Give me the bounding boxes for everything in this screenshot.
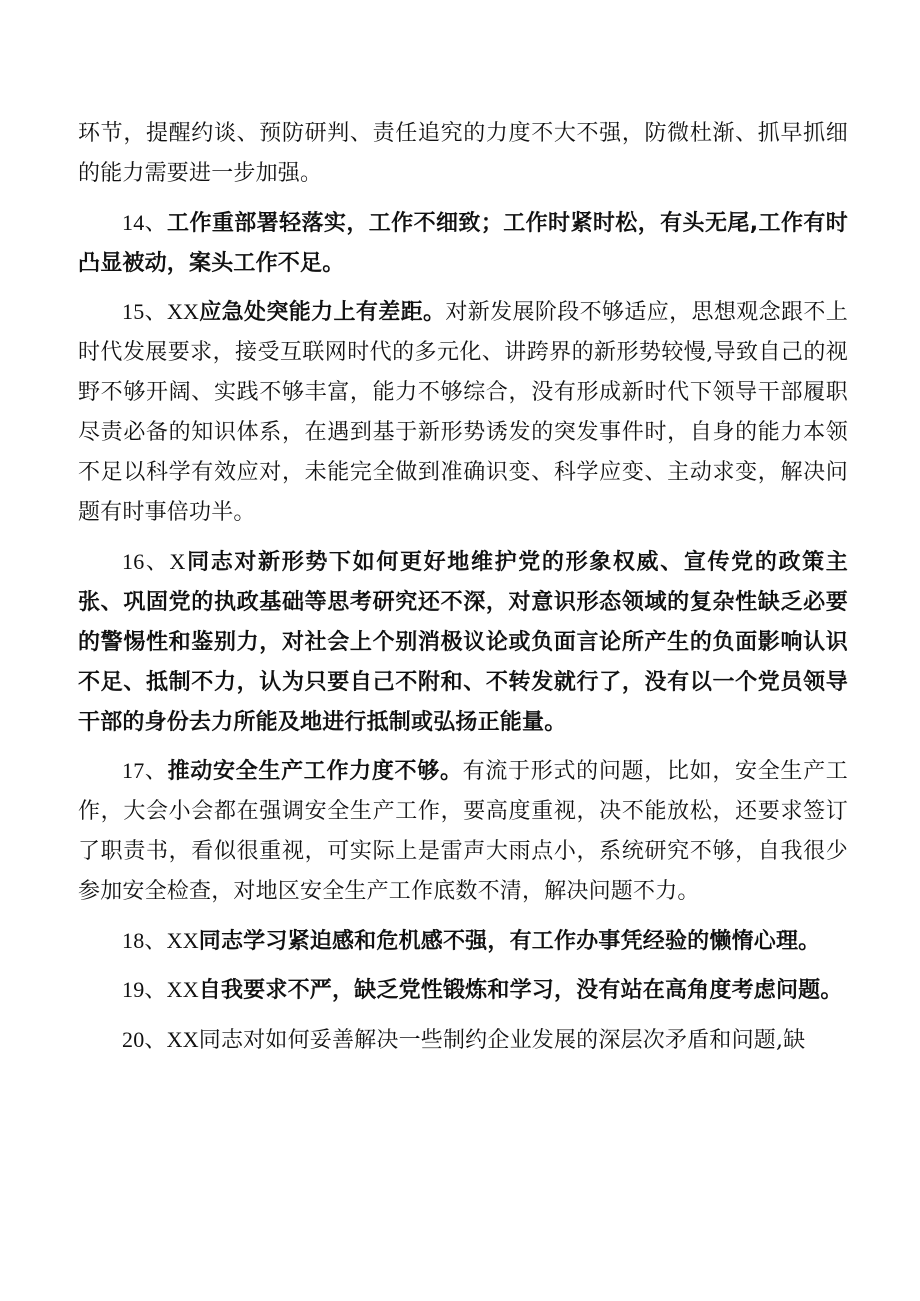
paragraph-text: 同志对新形势下如何更好地维护党的形象权威、宣传党的政策主张、巩固党的执政基础等思考研究还不深，对意识形态领域的复杂性缺乏必要的警惕性和鉴别力，对社会上个别消极议论或负面言论所产生的负面影响认识不足、抵制不力，认为只要自己不附和、不转发就行了，没有以一个党员领导干部的身份去力所能及地进行抵制或弘扬正能量。 bbox=[78, 549, 848, 735]
paragraph-18 bbox=[78, 921, 848, 962]
paragraph-text: 环节，提醒约谈、预防研判、责任追究的力度不大不强，防微杜渐、抓早抓细的能力需要进一步加强。 bbox=[78, 121, 848, 186]
paragraph-continued bbox=[78, 114, 848, 194]
paragraph-15 bbox=[78, 292, 848, 533]
paragraph-20 bbox=[78, 1020, 848, 1061]
item-number: 16、X bbox=[122, 548, 186, 574]
paragraph-text: 工作重部署轻落实，工作不细致；工作时紧时松，有头无尾,工作有时凸显被动，案头工作不足。 bbox=[78, 210, 848, 276]
paragraph-text: 自我要求不严，缺乏党性锻炼和学习，没有站在高角度考虑问题。 bbox=[198, 978, 843, 1003]
paragraph-text: 有流于形式的问题，比如，安全生产工作，大会小会都在强调安全生产工作，要高度重视，决不能放松，还要求签订了职责书，看似很重视，可实际上是雷声大雨点小，系统研究不够，自我很少参加安全检查，对地区安全生产工作底数不清，解决问题不力。 bbox=[78, 759, 848, 904]
paragraph-lead: 应急处突能力上有差距。 bbox=[199, 300, 446, 325]
document-body bbox=[78, 114, 848, 1069]
paragraph-text: 对新发展阶段不够适应，思想观念跟不上时代发展要求，接受互联网时代的多元化、讲跨界的新形势较慢,导致自己的视野不够开阔、实践不够丰富，能力不够综合，没有形成新时代下领导干部履职尽责必备的知识体系，在遇到基于新形势诱发的突发事件时，自身的能力本领不足以科学有效应对，未能完全做到准确识变、科学应变、主动求变，解决问题有时事倍功半。 bbox=[78, 300, 848, 525]
paragraph-17 bbox=[78, 751, 848, 912]
item-number: 18、XX bbox=[122, 927, 199, 953]
item-number: 17、 bbox=[122, 758, 168, 783]
paragraph-text: 同志对如何妥善解决一些制约企业发展的深层次矛盾和问题,缺 bbox=[198, 1027, 806, 1053]
paragraph-lead: 推动安全生产工作力度不够。 bbox=[167, 759, 463, 784]
paragraph-19 bbox=[78, 970, 848, 1011]
item-number: 19、XX bbox=[122, 977, 199, 1002]
paragraph-text: 同志学习紧迫感和危机感不强，有工作办事凭经验的懒惰心理。 bbox=[198, 928, 821, 954]
item-number: 14、 bbox=[122, 209, 168, 235]
item-number: 20、XX bbox=[122, 1026, 199, 1052]
paragraph-14 bbox=[78, 203, 848, 284]
item-number: 15、XX bbox=[122, 299, 200, 324]
paragraph-16 bbox=[78, 542, 848, 743]
